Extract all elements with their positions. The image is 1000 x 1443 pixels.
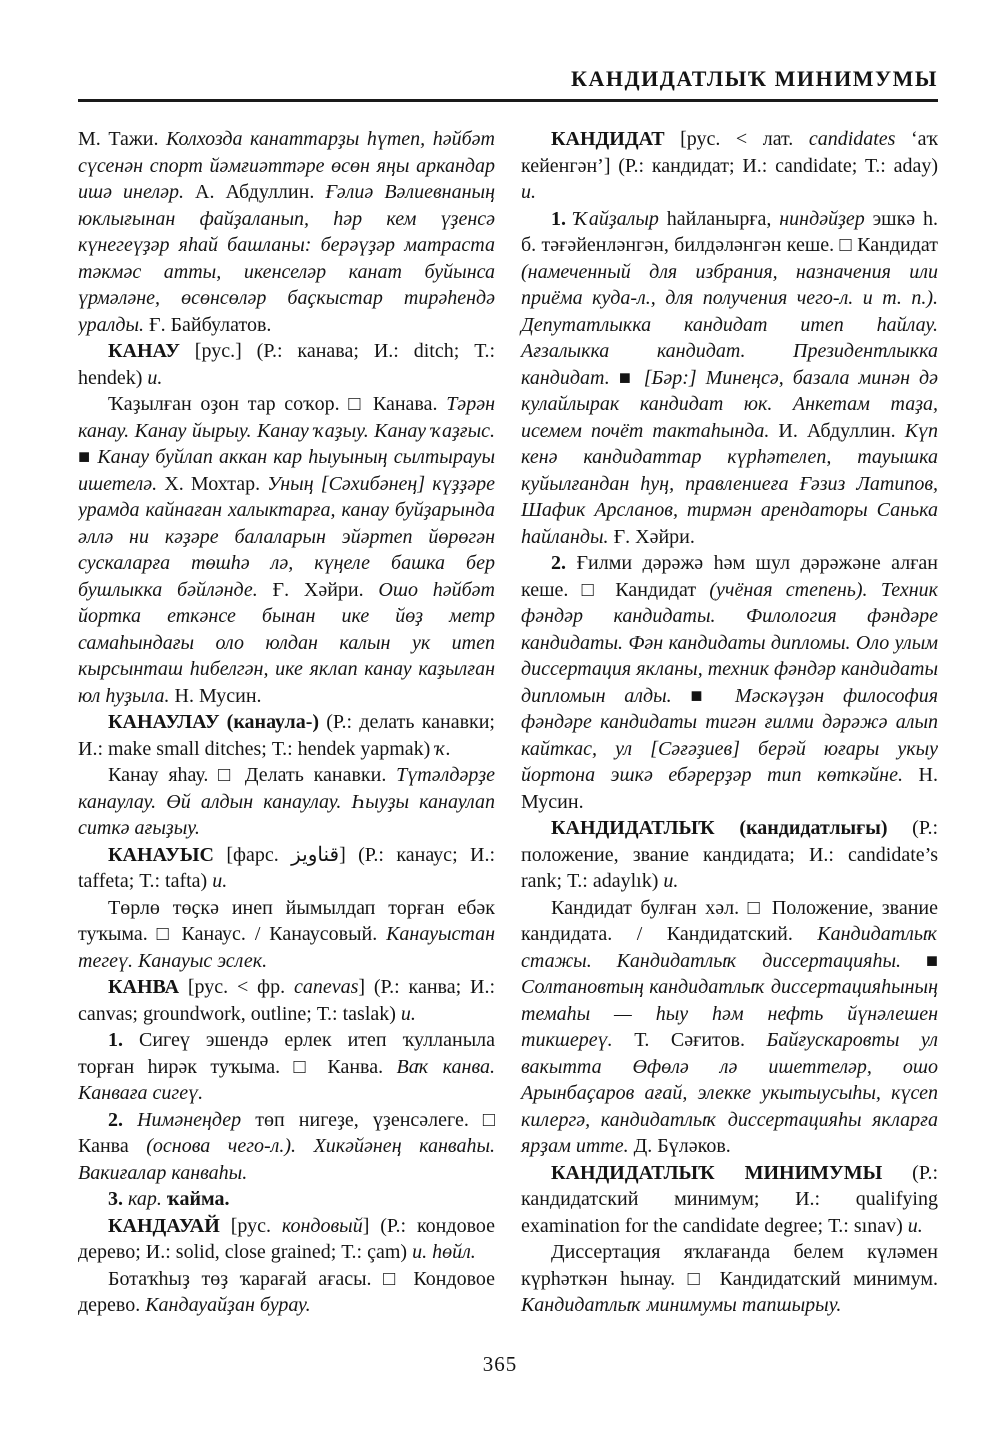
text-run: (Р.: кандидатский минимум; И.: qualifying examination for the candidate degree; Т.: sınav) [521, 1161, 938, 1237]
text-run: ■ [78, 446, 98, 469]
text-run: ‘аҡ кейенгән’] (Р.: кандидат; И.: candidate; Т.: aday) [521, 128, 938, 177]
entry-paragraph [78, 1027, 495, 1107]
text-run: Ҡайҙалыр [573, 207, 667, 230]
entry-paragraph [521, 550, 938, 815]
text-run: (Р.: делать канавки; И.: make small ditches; Т.: hendek yapmak) [78, 711, 495, 760]
text-run: кондовый [281, 1214, 363, 1237]
text-run: (учёная степень). Техник фәндәр кандидаты. Филология фәндәре кандидаты. Фән кандидаты дипломы. Оло улым диссертация якланы, техник фәндәр кандидаты дипломын алды. [521, 578, 938, 707]
text-run: ■ [925, 949, 938, 972]
text-run: Н. Мусин. [521, 764, 938, 813]
text-run: кар. [128, 1188, 167, 1211]
text-run: Н. Мусин. [174, 684, 262, 707]
text-run: КАНАУЛАУ (канаула-) [108, 711, 327, 734]
text-columns [78, 126, 938, 1331]
text-run: и. [521, 181, 536, 204]
entry-paragraph [78, 762, 495, 842]
text-run: 2. [108, 1108, 138, 1131]
text-run: ҡ. [435, 737, 451, 760]
text-run: Тәрән канау. Канау йырыу. Канау ҡаҙыу. Канау ҡаҙғыс. [78, 393, 495, 442]
text-run: Ошо һәйбәт йортка еткәнсе бынан ике йөҙ метр самаһындағы оло юлдан калын ук итеп кырсынташ һибелгән, ике яклап канау каҙылған юл һуҙыла. [78, 578, 495, 707]
text-run: КАНВА [108, 976, 188, 999]
text-run: Ҡаҙылған оҙон тар соҡор. □ Канава. [108, 393, 447, 416]
text-run: ■ [690, 684, 735, 707]
running-header: КАНДИДАТЛЫҠ МИНИМУМЫ [571, 66, 938, 91]
text-run: и. [212, 870, 228, 893]
text-run: и. [400, 1002, 416, 1025]
entry-paragraph [78, 391, 495, 709]
page-header [78, 66, 938, 102]
entry-paragraph [521, 206, 938, 551]
text-run: 1. [108, 1029, 139, 1052]
text-run: 2. [551, 552, 577, 575]
text-run: Колхозда канаттарҙы һүтеп, һәйбәт сүсенән спорт йәмғиәттәре өсөн яңы аркандар ишә инеләр. [78, 128, 495, 204]
text-run: canevas [293, 976, 359, 999]
text-run: эшкә һ. б. тәғәйенләнгән, билдәләнгән кеше. □ Кандидат [521, 207, 938, 257]
text-run: Мәскәүҙән философия фәндәре кандидаты тигән ғилми дәрәжә алып кайткас, ул [Сәғәҙиев] берәй юғары укыу йортона эшкә ебәрерҙәр тип көткәйне. [521, 684, 938, 787]
text-run: и. [147, 366, 163, 389]
entry-paragraph [521, 1239, 938, 1319]
text-run: Түтәлдәрҙе канаулау. Өй алдын канаулау. Һыуҙы канаулап ситкә ағыҙыу. [78, 764, 495, 840]
text-run: Канау яһау. □ Делать канавки. [108, 764, 397, 787]
text-run: һайланырға, [666, 207, 780, 230]
text-run: Уның [Сәхибәнең] күҙҙәре урамда кайнаған халыктарға, канау буйҙарында әллә ни кәҙәре балаларын эйәртеп йөрөгән сускаларға төшһә лә, күңеле башка бер бушлыкка бәйләнде. [78, 472, 495, 601]
text-run: Диссертация яҡлағанда белем күләмен күрһәткән һынау. □ Кандидатский минимум. [521, 1241, 938, 1290]
entry-paragraph [78, 338, 495, 391]
text-run: КАНАУЫС [108, 843, 227, 866]
text-run: Төрлө төҫкә инеп йымылдап торған ебәк туҡыма. □ Канаус. / Канаусовый. [78, 896, 495, 946]
text-run: [рус. [230, 1214, 282, 1237]
text-run: КАНДАУАЙ [108, 1214, 231, 1237]
text-run: Х. Мохтар. [164, 472, 268, 495]
text-run: Ғәлиә Вәлиевнаның юклығынан файҙаланып, һәр кем үҙенсә күнегеүҙәр яһай башланы: берәүҙәр матраста тәкмәс атты, икенселәр канат буйынса үрмәләне, өсөнсөләр баҫкыстар тирәһендә уралды. [78, 181, 495, 336]
text-run: Солтановтың кандидатлыҡ диссертацияһының темаһы — һыу һәм нефть йүнәлешен тикшереү. [521, 976, 938, 1052]
entry-paragraph [78, 895, 495, 975]
text-run: Нимәнеңдер [137, 1108, 256, 1131]
text-run: И. Абдуллин. [778, 419, 905, 442]
entry-paragraph [78, 974, 495, 1027]
entry-paragraph [78, 126, 495, 338]
page-number: 365 [482, 1352, 518, 1376]
text-run: Ғ. Хәйри. [613, 525, 695, 548]
text-run: и. [663, 870, 679, 893]
entry-paragraph [78, 842, 495, 895]
text-run: Кандауайҙан бурау. [145, 1294, 311, 1317]
text-run: 1. [551, 207, 574, 230]
entry-paragraph [521, 815, 938, 895]
text-run: [рус. < фр. [187, 976, 294, 999]
header-rule [78, 99, 938, 102]
entry-paragraph [78, 709, 495, 762]
entry-paragraph [78, 1186, 495, 1213]
text-run: Күп кенә кандидаттар күрһәтелеп, тауышка куйылғандан һуң, правлениеға Ғәзиз Латипов, Шафик Арсланов, тирмән арендаторы Санька һайланды. [521, 419, 938, 548]
entry-paragraph [78, 1107, 495, 1187]
text-run: ҡайма. [166, 1188, 230, 1211]
text-run: Канау буйлап аккан кар һыуының сылтырауы ишетелә. [78, 446, 495, 495]
text-run: 3. [108, 1188, 128, 1211]
text-run: ниндәйҙер [779, 207, 873, 230]
text-run: төп нигеҙе, үҙенсәлеге. □ Канва [78, 1108, 496, 1158]
text-run: [рус. < лат. [680, 128, 809, 151]
text-run: (Р.: положение, звание кандидата; И.: candidate’s rank; Т.: adaylık) [521, 817, 938, 893]
entry-paragraph [521, 1160, 938, 1240]
text-run: М. Тажи. [78, 128, 166, 151]
text-run: [Бәр:] Минеңсә, базала минән дә кулайлырак кандидат юк. Анкетам таҙа, исемем почёт тактаһында. [521, 366, 938, 442]
text-run: [фарс. قناويز] (Р.: канаус; И.: taffeta; Т.: tafta) [78, 843, 496, 893]
text-run: Ғилми дәрәжә һәм шул дәрәжәне алған кеше. □ Кандидат [521, 552, 938, 601]
text-run: КАНДИДАТЛЫҠ МИНИМУМЫ [551, 1161, 913, 1184]
right-column [521, 126, 938, 1331]
entry-paragraph [521, 895, 938, 1160]
text-run: ] (Р.: кондовое дерево; И.: solid, close grained; Т.: çam) [78, 1214, 495, 1264]
text-run: Канауыстан тегеү. Канауыс эслек. [78, 923, 495, 972]
text-run: КАНДИДАТЛЫҠ (кандидатлығы) [551, 817, 913, 840]
text-run: ] (Р.: канва; И.: canvas; groundwork, outline; Т.: taslak) [78, 976, 496, 1025]
text-run: Т. Сәғитов. [634, 1029, 767, 1052]
entry-paragraph [78, 1266, 495, 1319]
text-run: А. Абдуллин. [195, 181, 326, 204]
text-run: Байғускаровты ул вакытта Өфөлә лә ишеттеләр, ошо Арынбаҫаров ағай, элекке укытыусыһы, күсеп килергә, кандидатлыҡ диссертацияһы якларға ярҙам итте. [521, 1029, 938, 1158]
text-run: (основа чего-л.). Хикәйәнең канваһы. Вакиғалар канваһы. [78, 1135, 496, 1184]
text-run: Кандидатлыҡ стажы. Кандидатлыҡ диссертацияһы. [521, 923, 938, 972]
text-run: и. һөйл. [412, 1241, 476, 1264]
text-run: candidates [808, 128, 896, 151]
entry-paragraph [78, 1213, 495, 1266]
text-run: (намеченный для избрания, назначения или приёма куда-л., для получения чего-л. и т. п.). Депутатлыкка кандидат итеп һайлау. Ағзалыкка кандидат. Президентлыкка кандидат. [521, 260, 938, 389]
text-run: [рус.] (Р.: канава; И.: ditch; Т.: hendek) [78, 340, 495, 389]
text-run: КАНАУ [108, 340, 195, 363]
entry-paragraph [521, 126, 938, 206]
text-run: ■ [618, 366, 644, 389]
text-run: Кандидатлыҡ минимумы тапшырыу. [521, 1294, 842, 1317]
text-run: Сигеү эшендә ерлек итеп ҡулланыла торған һирәк туҡыма. □ Канва. [78, 1029, 496, 1078]
text-run: КАНДИДАТ [551, 128, 681, 151]
text-run: Ботаҡһыҙ төҙ ҡарағай ағасы. □ Кондовое дерево. [78, 1267, 495, 1317]
text-run: Кандидат булған хәл. □ Положение, звание кандидата. / Кандидатский. [521, 896, 938, 946]
text-run: Ғ. Байбулатов. [149, 313, 272, 336]
text-run: Ғ. Хәйри. [272, 578, 379, 601]
text-run: и. [907, 1214, 923, 1237]
left-column [78, 126, 495, 1331]
text-run: Д. Бүләков. [633, 1135, 731, 1158]
text-run: Ваҡ канва. Канваға сигеү. [78, 1055, 496, 1105]
